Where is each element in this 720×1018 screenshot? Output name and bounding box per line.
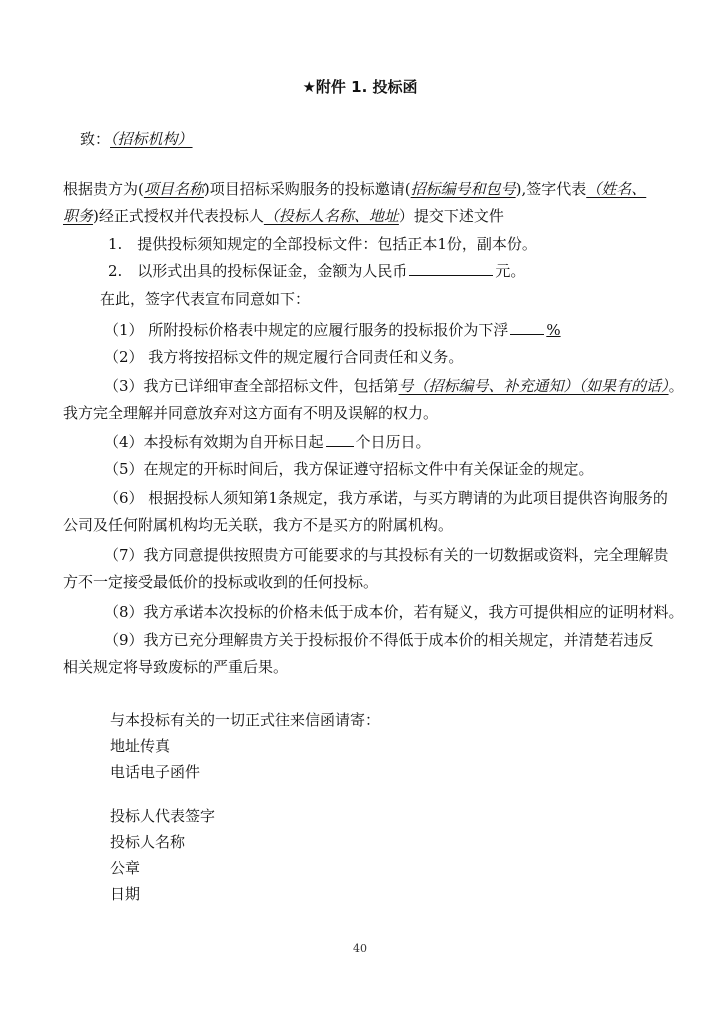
document-title: ★附件 1. 投标函 <box>302 78 418 96</box>
clause-7-line-2: 方不一定接受最低价的投标或收到的任何投标。 <box>63 573 379 591</box>
sign-representative: 投标人代表签字 <box>110 807 216 825</box>
sign-bidder-name: 投标人名称 <box>110 833 186 851</box>
agency-placeholder: （招标机构） <box>110 130 193 148</box>
intro-text: ）提交下述文件 <box>398 207 504 225</box>
intro-text: ),签字代表 <box>515 180 587 198</box>
clause-4-suffix: 个日历日。 <box>355 433 431 451</box>
signer-name-placeholder: （姓名、 <box>586 180 647 198</box>
intro-text: 根据贵方为( <box>63 180 144 198</box>
clause-1 <box>104 320 561 340</box>
item-2-suffix: 元。 <box>495 262 526 280</box>
clause-4 <box>104 432 431 452</box>
clause-4-text: （4）本投标有效期为自开标日起 <box>104 433 324 451</box>
clause-8: （8）我方承诺本次投标的价格未低于成本价，若有疑义，我方可提供相应的证明材料。 <box>104 603 684 621</box>
item-1: 1. 提供投标须知规定的全部投标文件：包括正本1份，副本份。 <box>108 235 537 253</box>
amount-blank <box>409 261 493 276</box>
percent-sign: % <box>546 321 561 339</box>
item-2 <box>108 261 525 281</box>
clause-7-line-1: （7）我方同意提供按照贵方可能要求的与其投标有关的一切数据或资料，完全理解贵 <box>104 546 669 564</box>
clause-6-line-2: 公司及任何附属机构均无关联，我方不是买方的附属机构。 <box>63 516 454 534</box>
clause-9-line-1: （9）我方已充分理解贵方关于投标报价不得低于成本价的相关规定，并清楚若违反 <box>104 631 654 649</box>
contact-address: 地址传真 <box>110 737 171 755</box>
sign-seal: 公章 <box>110 859 141 877</box>
clause-2: （2） 我方将按招标文件的规定履行合同责任和义务。 <box>104 348 464 366</box>
clause-3-end: 。 <box>668 377 684 395</box>
addressee-prefix: 致： <box>80 130 111 148</box>
declaration-line: 在此，签字代表宣布同意如下： <box>100 290 311 308</box>
bidder-name-placeholder: （投标人名称、地址 <box>263 207 399 225</box>
addressee-line <box>80 129 193 149</box>
discount-blank <box>510 320 544 335</box>
sign-date: 日期 <box>110 885 141 903</box>
project-name-placeholder: 项目名称 <box>143 180 204 198</box>
clause-6-line-1: （6） 根据投标人须知第1条规定，我方承诺，与买方聘请的为此项目提供咨询服务的 <box>104 489 668 507</box>
item-2-text: 2. 以形式出具的投标保证金，金额为人民币 <box>108 262 408 280</box>
validity-days-blank <box>326 432 354 447</box>
intro-text: )项目招标采购服务的投标邀请( <box>203 180 411 198</box>
clause-3-line-1 <box>104 376 684 396</box>
tender-ref-placeholder: 号（招标编号、补充通知）（如果有的话） <box>398 377 669 395</box>
signer-duty-placeholder: 职务 <box>63 207 94 225</box>
clause-9-line-2: 相关规定将导致废标的严重后果。 <box>63 658 289 676</box>
clause-3-line-2: 我方完全理解并同意放弃对这方面有不明及误解的权力。 <box>63 404 439 422</box>
intro-line-2 <box>63 206 504 226</box>
contact-intro: 与本投标有关的一切正式往来信函请寄： <box>110 711 381 729</box>
intro-line-1 <box>63 179 646 199</box>
clause-3-text: （3）我方已详细审查全部招标文件，包括第 <box>104 377 399 395</box>
intro-text: )经正式授权并代表投标人 <box>93 207 264 225</box>
contact-phone: 电话电子函件 <box>110 763 201 781</box>
clause-5: （5）在规定的开标时间后，我方保证遵守招标文件中有关保证金的规定。 <box>104 460 594 478</box>
clause-1-text: （1） 所附投标价格表中规定的应履行服务的投标报价为下浮 <box>104 321 509 339</box>
page-number: 40 <box>353 942 367 955</box>
tender-number-placeholder: 招标编号和包号 <box>410 180 516 198</box>
